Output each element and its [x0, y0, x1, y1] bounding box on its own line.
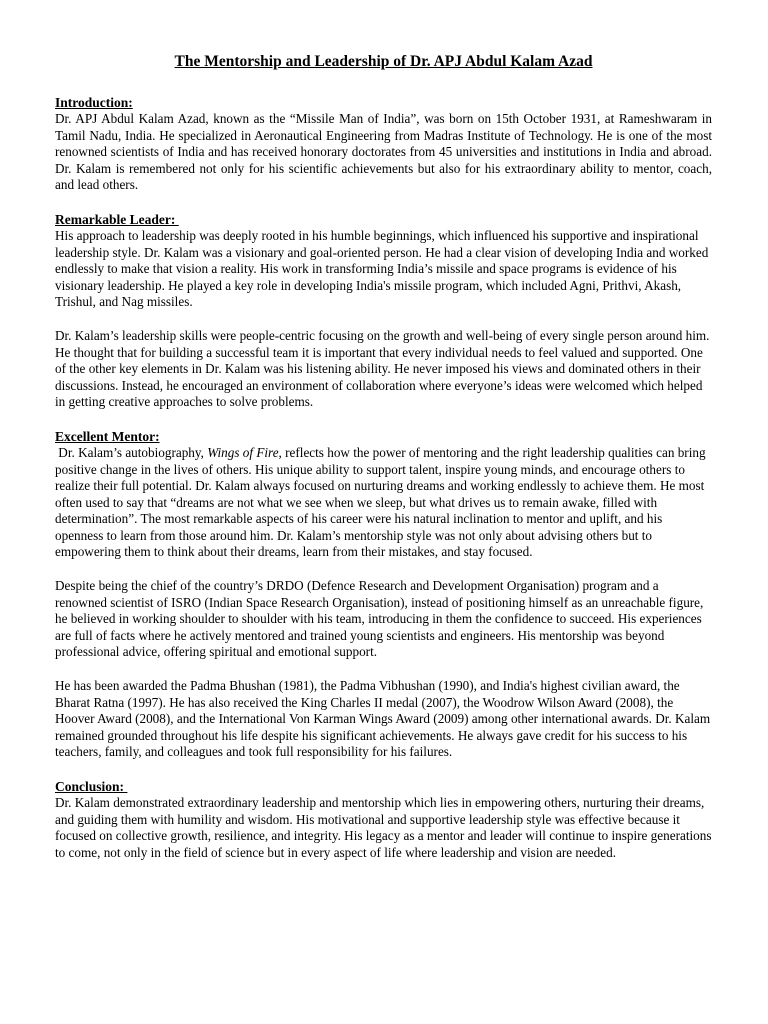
introduction-paragraph: Dr. APJ Abdul Kalam Azad, known as the “Missile Man of India”, was born on 15th October 1931, at Rameshwaram in Tamil Nadu, India. He specialized in Aeronautical Engineering from Madras Institute of Technology. He is one of the most renowned scientists of India and has received honorary doctorates from 45 universities and institutions in India and abroad. Dr. Kalam is remembered not only for his scientific achievements but also for his extraordinary ability to mentor, coach, and lead others. — [55, 111, 712, 193]
mentor-paragraph-3: He has been awarded the Padma Bhushan (1981), the Padma Vibhushan (1990), and India's highest civilian award, the Bharat Ratna (1997). He has also received the King Charles II medal (2007), the Woodrow Wilson Award (2008), the Hoover Award (2008), and the International Von Karman Wings Award (2009) among other international awards. Dr. Kalam remained grounded throughout his life despite his significant achievements. He always gave credit for his success to his teachers, family, and colleagues and took full responsibility for his failures. — [55, 678, 711, 760]
section-conclusion — [55, 778, 712, 861]
section-heading-remarkable-leader: Remarkable Leader: — [55, 211, 179, 227]
section-excellent-mentor — [55, 428, 712, 761]
mentor-p1-text-before: Dr. Kalam’s autobiography, — [55, 444, 208, 460]
section-heading-conclusion: Conclusion: — [55, 779, 128, 794]
section-heading-introduction: Introduction: — [55, 95, 133, 110]
mentor-p1-text-after: , reflects how the power of mentoring and the right leadership qualities can bring positive change in the lives of others. His unique ability to support talent, inspire young minds, and encourage others to realize their full potential. Dr. Kalam always focused on nurturing dreams and working endlessly to achieve them. He most often used to say that “dreams are not what we see when we sleep, but what drives us to remain awake, filled with determination”. The most remarkable aspects of his career were his natural inclination to mentor and uplift, and his openness to learn from those around him. Dr. Kalam’s mentorship style was not only about advising others but to empowering them to think about their dreams, learn from their mistakes, and stay focused. — [55, 444, 706, 560]
book-title-wings-of-fire: Wings of Fire — [207, 444, 279, 460]
mentor-paragraph-1 — [55, 445, 712, 561]
mentor-paragraph-2: Despite being the chief of the country’s DRDO (Defence Research and Development Organisation) program and a renowned scientist of ISRO (Indian Space Research Organisation), instead of positioning himself as an unreachable figure, he believed in working shoulder to shoulder with his team, introducing in them the confidence to succeed. His experiences are full of facts where he actively mentored and trained young scientists and engineers. His mentorship was beyond professional advice, offering spiritual and emotional support. — [55, 578, 704, 660]
section-introduction — [55, 94, 712, 194]
conclusion-paragraph: Dr. Kalam demonstrated extraordinary leadership and mentorship which lies in empowering others, nurturing their dreams, and guiding them with humility and wisdom. His motivational and supportive leadership style was effective because it focused on collective growth, resilience, and integrity. His legacy as a mentor and leader will continue to inspire generations to come, not only in the field of science but in every aspect of life where leadership and vision are needed. — [55, 795, 712, 860]
leader-paragraph-2: Dr. Kalam’s leadership skills were people-centric focusing on the growth and well-being of every single person around him. He thought that for building a successful team it is important that every individual needs to feel valued and supported. One of the other key elements in Dr. Kalam was his listening ability. He never imposed his views and dominated others in their discussions. Instead, he encouraged an environment of collaboration where everyone’s ideas were welcomed which helped in getting creative approaches to solve problems. — [55, 327, 710, 410]
section-heading-excellent-mentor: Excellent Mentor: — [55, 428, 160, 444]
section-remarkable-leader — [55, 211, 712, 411]
document-title: The Mentorship and Leadership of Dr. APJ Abdul Kalam Azad — [174, 53, 593, 70]
leader-paragraph-1: His approach to leadership was deeply rooted in his humble beginnings, which influenced his supportive and inspirational leadership style. Dr. Kalam was a visionary and goal-oriented person. He had a clear vision of developing India and worked endlessly to make that vision a reality. His work in transforming India’s missile and space programs is evidence of his visionary leadership. He played a key role in developing India's missile program, which included Agni, Prithvi, Akash, Trishul, and Nag missiles. — [55, 227, 709, 310]
document-page — [55, 52, 712, 861]
